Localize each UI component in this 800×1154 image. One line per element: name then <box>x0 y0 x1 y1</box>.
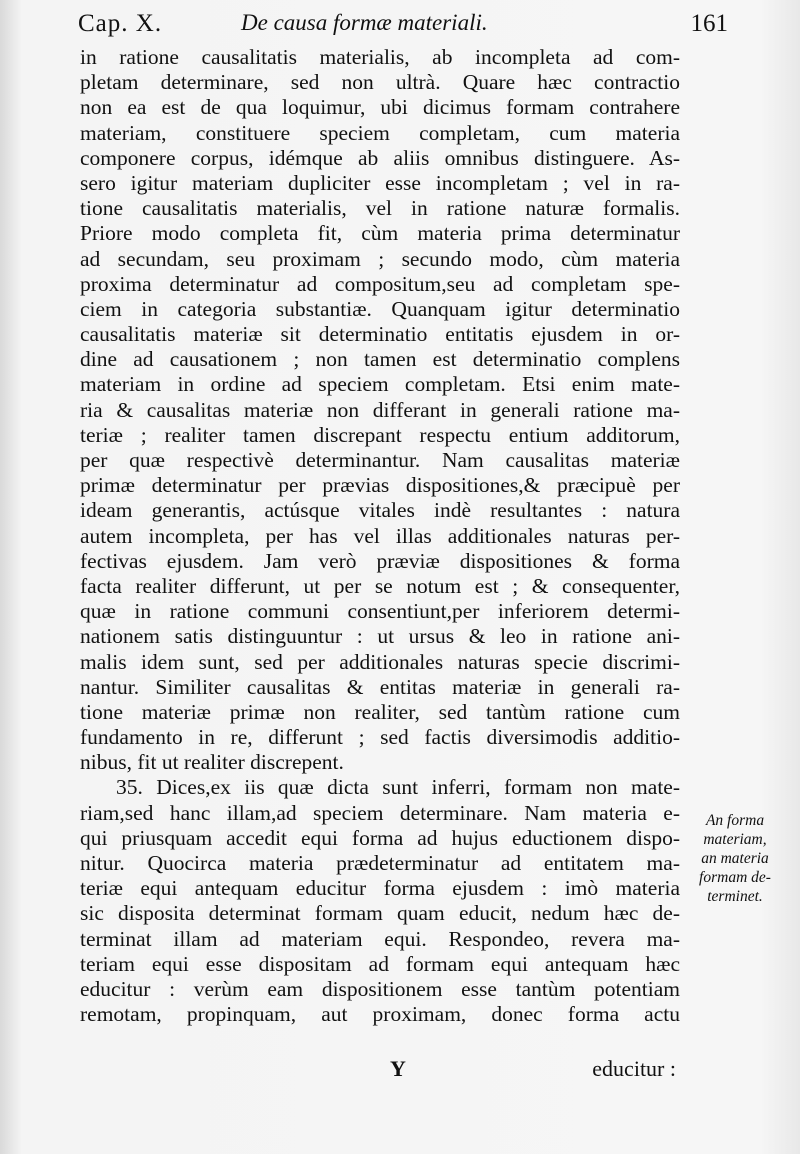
text-line: quæ in ratione communi consentiunt,per inferiorem determi- <box>80 599 680 624</box>
text-line: riam,sed hanc illam,ad speciem determinare. Nam materia e- <box>80 800 680 825</box>
text-line: teriæ ; realiter tamen discrepant respectu entium additorum, <box>80 422 680 447</box>
text-line: nantur. Similiter causalitas & entitas materiæ in generali ra- <box>80 674 680 699</box>
catchword: educitur : <box>592 1056 676 1081</box>
marginal-note-line: terminet. <box>707 888 763 905</box>
text-line: materiam in ordine ad speciem completam. Etsi enim mate- <box>80 372 680 397</box>
text-line: ciem in categoria substantiæ. Quanquam igitur determinatio <box>80 296 680 321</box>
marginal-note-line: formam de- <box>699 869 771 886</box>
text-line: teriam equi esse dispositam ad formam equi antequam hæc <box>80 951 680 976</box>
text-line: qui priusquam accedit equi forma ad hujus eductionem dispo- <box>80 825 680 850</box>
marginal-note-line: an materia <box>701 850 769 867</box>
text-line: primæ determinatur per prævias dispositiones,& præcipuè per <box>80 473 680 498</box>
paragraph-start-line: 35. Dices,ex iis quæ dicta sunt inferri, formam non mate- <box>116 775 680 800</box>
text-line: materiam, constituere speciem completam, cum materia <box>80 120 680 145</box>
text-line: facta realiter differunt, ut per se notum est ; & consequenter, <box>80 573 680 598</box>
text-line: terminat illam ad materiam equi. Respondeo, revera ma- <box>80 926 680 951</box>
text-line: tione materiæ primæ non realiter, sed tantùm ratione cum <box>80 699 680 724</box>
text-line: causalitatis materiæ sit determinatio entitatis ejusdem in or- <box>80 322 680 347</box>
text-line: nibus, fit ut realiter discrepent. <box>80 750 344 775</box>
text-line: proxima determinatur ad compositum,seu ad completam spe- <box>80 271 680 296</box>
text-line: nitur. Quocirca materia prædeterminatur ad entitatem ma- <box>80 851 680 875</box>
running-title: De causa formæ materiali. <box>241 10 488 35</box>
marginal-note <box>680 811 790 906</box>
text-line: componere corpus, idémque ab aliis omnibus distinguere. As- <box>80 145 680 170</box>
text-line: nationem satis distinguuntur : ut ursus & leo in ratione ani- <box>80 624 680 649</box>
running-header <box>78 8 728 44</box>
text-line: sero igitur materiam dupliciter esse incompletam ; vel in ra- <box>80 170 680 195</box>
text-line: per quæ respectivè determinantur. Nam causalitas materiæ <box>80 448 680 472</box>
text-line: fectivas ejusdem. Jam verò præviæ dispositiones & forma <box>80 548 680 573</box>
text-line: malis idem sunt, sed per additionales naturas specie discrimi- <box>80 649 680 674</box>
text-line: autem incompleta, per has vel illas additionales naturas per- <box>80 523 680 548</box>
signature-mark: Y <box>390 1056 406 1081</box>
main-text <box>80 45 680 1027</box>
text-line: non ea est de qua loquimur, ubi dicimus formam contrahere <box>80 95 680 120</box>
text-line: in ratione causalitatis materialis, ab incompleta ad com- <box>80 45 680 69</box>
text-line: dine ad causationem ; non tamen est determinatio complens <box>80 347 680 372</box>
text-line: remotam, propinquam, aut proximam, donec forma actu <box>80 1002 680 1027</box>
text-line: sic disposita determinat formam quam educit, nedum hæc de- <box>80 901 680 926</box>
text-line: teriæ equi antequam educitur forma ejusdem : imò materia <box>80 876 680 901</box>
marginal-note-line: An forma <box>705 812 765 829</box>
text-line: educitur : verùm eam dispositionem esse tantùm potentiam <box>80 976 680 1001</box>
text-line: ad secundam, seu proximam ; secundo modo, cùm materia <box>80 246 680 271</box>
text-line: tione causalitatis materialis, vel in ratione naturæ formalis. <box>80 196 680 221</box>
text-line: ria & causalitas materiæ non differant in generali ratione ma- <box>80 397 680 422</box>
chapter-label: Cap. X. <box>78 10 163 37</box>
text-line: fundamento in re, differunt ; sed factis diversimodis additio- <box>80 725 680 750</box>
text-line: Priore modo completa fit, cùm materia prima determinatur <box>80 221 680 246</box>
text-line: pletam determinare, sed non ultrà. Quare hæc contractio <box>80 70 680 95</box>
marginal-note-line: materiam, <box>703 831 767 848</box>
text-line: ideam generantis, actúsque vitales indè resultantes : natura <box>80 498 680 523</box>
page-number: 161 <box>690 10 728 37</box>
